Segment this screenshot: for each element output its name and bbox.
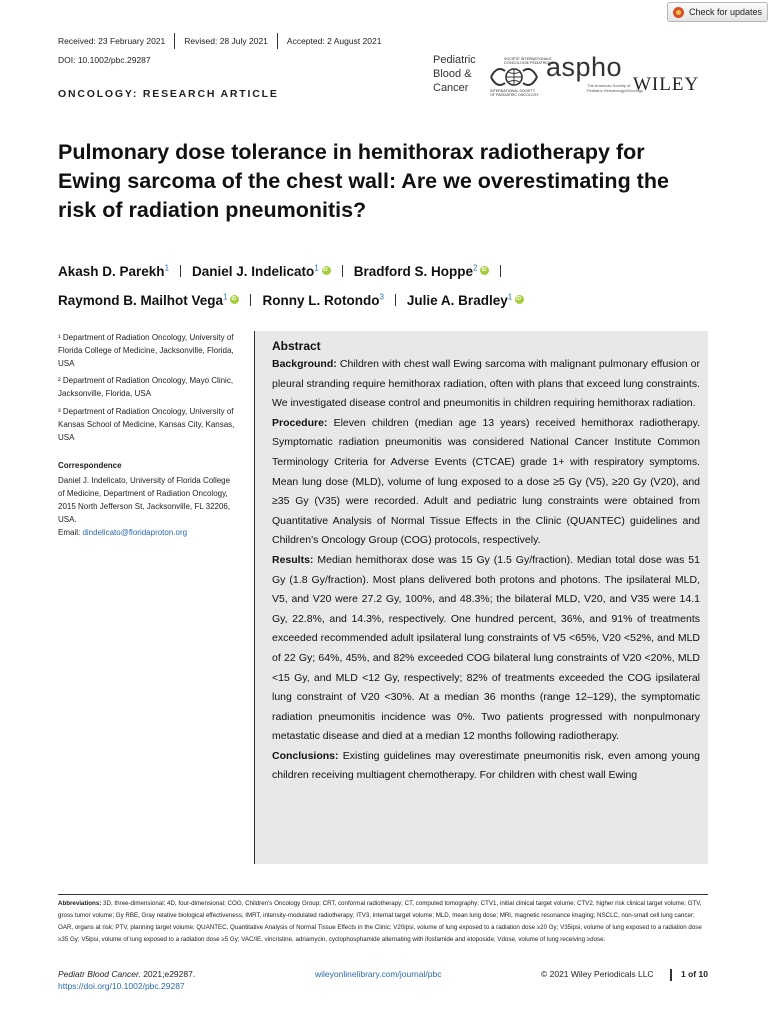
journal-logo xyxy=(433,53,476,95)
author[interactable]: Julie A. Bradley$^1$iD xyxy=(407,293,524,308)
author[interactable]: Daniel J. Indelicato$^1$iD xyxy=(192,264,331,279)
abstract-heading: Abstract xyxy=(272,339,321,353)
affiliation: ³ Department of Radiation Oncology, University of Kansas School of Medicine, Kansas City, Kansas, USA xyxy=(58,407,235,442)
abstract-results: Results: Median hemithorax dose was 15 Gy (1.5 Gy/fraction). Median total dose was 51 Gy (1.8 Gy/fraction). Most plans delivered both protons and photons. The ipsilateral MLD, V5, and V20 were 27.2 Gy, 100%, and 48.3%; the bilateral MLD, V20, and V35 were 14.1 Gy, 22.8%, and 14.3%, respectively. One hundred percent, 36%, and 91% of treatments exceeded recommended adult ipsilateral lung constraints of V5 <65%, V20 <52%, and MLD of 22 Gy; 64%, 45%, and 82% exceeded COG bilateral lung constraints of V20 <20%, MLD <15 Gy, and MLD <12 Gy, respectively; 82% of treatments exceeded the COG ipsilateral lung constraint of V20 <30%. At a median 36 months (range 12–129), the symptomatic radiation pneumonitis incidence was 0%. Two patients progressed with nonpulmonary metastatic disease and died at a median 12 months following radiotherapy. xyxy=(272,553,700,743)
abbreviations: Abbreviations: 3D, three-dimensional; 4D, four-dimensional; COG, Children's Oncology Group; CRT, conformal radiotherapy; CT, computed tomography; CTV1, initial clinical target volume; CTV2, higher risk clinical target volume; GTV, gross tumor volume; Gy RBE, Gray relative biological effectiveness; IMRT, intensity-modulated radiotherapy; ITV3, internal target volume; MLD, mean lung dose; MRI, magnetic resonance imaging; NSCLC, non-small cell lung cancer; OAR, organs at risk; PTV, planning target volume; QUANTEC, Quantitative Analysis of Normal Tissue Effects in the Clinic; V20ipsi, volume of lung exposed to a radiation dose ≥20 Gy; V35ipsi, volume of lung exposed to a radiation dose ≥35 Gy; V5ipsi, volume of lung exposed to a radiation dose ≥5 Gy; VAC/IE, vincristine, adriamycin, cyclophosphamide alternating with ifosfamide and etoposide; Vdose, volume of lung receiving ≥dose. xyxy=(58,900,702,943)
author-list xyxy=(58,255,718,314)
correspondence-heading: Correspondence xyxy=(58,461,122,470)
journal-line: Blood & xyxy=(433,68,472,80)
footer-citation: Pediatr Blood Cancer. 2021;e29287. https://doi.org/10.1002/pbc.29287 xyxy=(58,969,196,991)
author-separator xyxy=(342,265,343,277)
journal-line: Cancer xyxy=(433,82,469,94)
accepted-date: Accepted: 2 August 2021 xyxy=(277,33,391,49)
wiley-logo: WILEY xyxy=(633,74,700,95)
doi-text: DOI: 10.1002/pbc.29287 xyxy=(58,55,151,65)
affiliation: ² Department of Radiation Oncology, Mayo Clinic, Jacksonville, Florida, USA xyxy=(58,376,234,398)
article-title: Pulmonary dose tolerance in hemithorax radiotherapy for Ewing sarcoma of the chest wall: Are we overestimating the risk of radiation pneumonitis? xyxy=(58,140,669,222)
author[interactable]: Bradford S. Hoppe$^2$iD xyxy=(354,264,490,279)
siop-bottom-text: INTERNATIONAL SOCIETY OF PAEDIATRIC ONCOLOGY xyxy=(490,89,539,97)
orcid-icon[interactable] xyxy=(230,295,239,304)
journal-site-link[interactable]: wileyonlinelibrary.com/journal/pbc xyxy=(315,969,442,979)
received-date: Received: 23 February 2021 xyxy=(58,36,166,46)
check-for-updates-button[interactable] xyxy=(667,2,768,22)
email-label: Email: xyxy=(58,528,83,537)
check-for-updates-label: Check for updates xyxy=(689,7,763,17)
author-separator xyxy=(250,294,251,306)
article-dates xyxy=(58,33,390,49)
revised-date: Revised: 28 July 2021 xyxy=(174,33,277,49)
abstract-box xyxy=(254,331,708,864)
author[interactable]: Ronny L. Rotondo$^3$ xyxy=(262,292,384,308)
author-separator xyxy=(395,294,396,306)
page-number: 1 of 10 xyxy=(681,969,708,979)
author-separator xyxy=(180,265,181,277)
abstract-procedure: Procedure: Eleven children (median age 13 years) received hemithorax radiotherapy. Symptomatic radiation pneumonitis was considered National Cancer Institute Common Terminology Criteria for Adverse Events (CTCAE) grade 1+ with respiratory symptoms. Mean lung dose (MLD), volume of lung exposed to a dose ≥5 Gy (V5), ≥20 Gy (V20), and ≥35 Gy (V35) were recorded. Adult and pediatric lung constraints were obtained from Quantitative Analysis of Normal Tissue Effects in the Clinic (QUANTEC) guidelines and Children's Oncology Group (COG) protocols, respectively. xyxy=(272,416,700,547)
journal-line: Pediatric xyxy=(433,54,476,66)
author[interactable]: Raymond B. Mailhot Vega$^1$iD xyxy=(58,293,239,308)
siop-top-text: SOCIÉTÉ INTERNATIONALE D'ONCOLOGIE PÉDIATRIQUE xyxy=(504,57,555,65)
aspho-subtitle: The American Society of Pediatric Hematology/Oncology xyxy=(587,83,644,93)
author-separator xyxy=(500,265,501,277)
doi-link[interactable]: https://doi.org/10.1002/pbc.29287 xyxy=(58,981,185,991)
author[interactable]: Akash D. Parekh$^1$ xyxy=(58,263,170,279)
aspho-logo: aspho xyxy=(546,52,623,82)
siop-logo xyxy=(487,57,555,97)
crossmark-icon xyxy=(673,7,684,18)
affiliation: ¹ Department of Radiation Oncology, University of Florida College of Medicine, Jacksonville, Florida, USA xyxy=(58,333,234,368)
correspondence-text xyxy=(58,474,238,539)
footer-separator xyxy=(670,969,672,981)
footer-copyright: © 2021 Wiley Periodicals LLC xyxy=(541,969,654,979)
orcid-icon[interactable] xyxy=(480,266,489,275)
footnote-divider xyxy=(58,894,708,895)
section-label: ONCOLOGY: RESEARCH ARTICLE xyxy=(58,88,279,100)
orcid-icon[interactable] xyxy=(515,295,524,304)
orcid-icon[interactable] xyxy=(322,266,331,275)
abstract-conclusions: Conclusions: Existing guidelines may overestimate pneumonitis risk, even among young children receiving multiagent chemotherapy. For children with chest wall Ewing xyxy=(272,749,700,782)
footer-site xyxy=(315,969,441,979)
correspondence-address: Daniel J. Indelicato, University of Florida College of Medicine, Department of Radiation Oncology, 2015 North Jefferson St, Jacksonville, FL 32206, USA. xyxy=(58,476,231,524)
email-link[interactable]: dindelicato@floridaproton.org xyxy=(82,528,188,537)
abstract-background: Background: Children with chest wall Ewing sarcoma with malignant pulmonary effusion or pleural stranding require hemithorax radiation, often with plans that exceed lung constraints. We investigated disease control and pneumonitis in children requiring hemithorax radiation. xyxy=(272,358,700,410)
